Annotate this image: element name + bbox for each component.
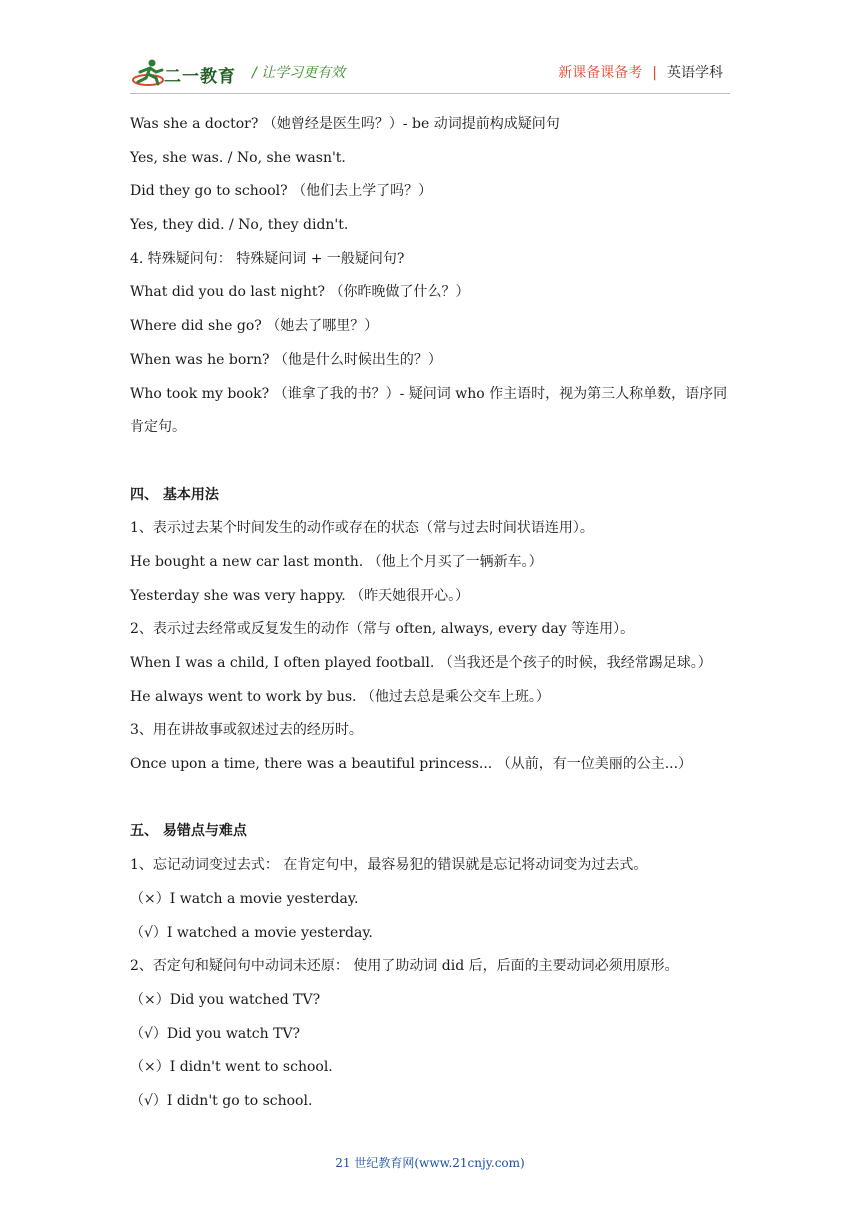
- document-body: [130, 108, 734, 1119]
- text-line: 2、表示过去经常或反复发生的动作（常与 often, always, every day 等连用）。: [130, 621, 635, 638]
- section-heading: 五、 易错点与难点: [130, 823, 247, 840]
- logo-text: 二一教育: [164, 67, 236, 87]
- header-subject-label: 英语学科: [667, 65, 723, 81]
- text-line: （√）I watched a movie yesterday.: [130, 924, 373, 941]
- text-line: （×）I watch a movie yesterday.: [130, 890, 359, 907]
- text-line: 4. 特殊疑问句： 特殊疑问词 + 一般疑问句?: [130, 250, 405, 267]
- text-line: （×）I didn't went to school.: [130, 1059, 333, 1076]
- text-line: Was she a doctor? （她曾经是医生吗？）- be 动词提前构成疑问句: [130, 116, 560, 132]
- slogan: / 让学习更有效: [252, 65, 346, 81]
- spacer: [130, 782, 734, 816]
- text-line: 3、用在讲故事或叙述过去的经历时。: [130, 722, 363, 739]
- header-separator: |: [652, 65, 657, 81]
- text-line: （√）I didn't go to school.: [130, 1092, 313, 1109]
- text-line: （√）Did you watch TV?: [130, 1025, 301, 1042]
- text-line: 1、忘记动词变过去式： 在肯定句中，最容易犯的错误就是忘记将动词变为过去式。: [130, 857, 648, 874]
- text-line: Did they go to school? （他们去上学了吗？）: [130, 183, 433, 200]
- header-course-label: 新课备课备考: [558, 65, 643, 81]
- text-line: 1、表示过去某个时间发生的动作或存在的状态（常与过去时间状语连用）。: [130, 520, 594, 537]
- section-heading: 四、 基本用法: [130, 486, 219, 503]
- text-line: He bought a new car last month. （他上个月买了一辆新车。）: [130, 553, 543, 570]
- page-footer: 21 世纪教育网(www.21cnjy.com): [335, 1156, 525, 1170]
- page-header: [0, 0, 860, 100]
- text-line: Where did she go? （她去了哪里？）: [130, 318, 379, 335]
- text-line: Yes, she was. / No, she wasn't.: [130, 149, 346, 166]
- text-line: When was he born? （他是什么时候出生的？）: [130, 351, 442, 368]
- text-line: What did you do last night? （你昨晚做了什么？）: [130, 284, 470, 301]
- spacer: [130, 445, 734, 479]
- text-line: Once upon a time, there was a beautiful princess... （从前，有一位美丽的公主...）: [130, 756, 693, 773]
- text-line: （×）Did you watched TV?: [130, 991, 321, 1008]
- text-line: Who took my book? （谁拿了我的书？）- 疑问词 who 作主语时，视为第三人称单数，语序同肯定句。: [130, 385, 728, 436]
- text-line: Yes, they did. / No, they didn't.: [130, 217, 349, 234]
- text-line: 2、否定句和疑问句中动词未还原： 使用了助动词 did 后，后面的主要动词必须用原形。: [130, 958, 679, 975]
- header-rule: [130, 93, 730, 94]
- text-line: He always went to work by bus. （他过去总是乘公交车上班。）: [130, 688, 550, 705]
- text-line: When I was a child, I often played football. （当我还是个孩子的时候，我经常踢足球。）: [130, 655, 712, 672]
- header-subject: [558, 62, 723, 82]
- text-line: Yesterday she was very happy. （昨天她很开心。）: [130, 587, 470, 604]
